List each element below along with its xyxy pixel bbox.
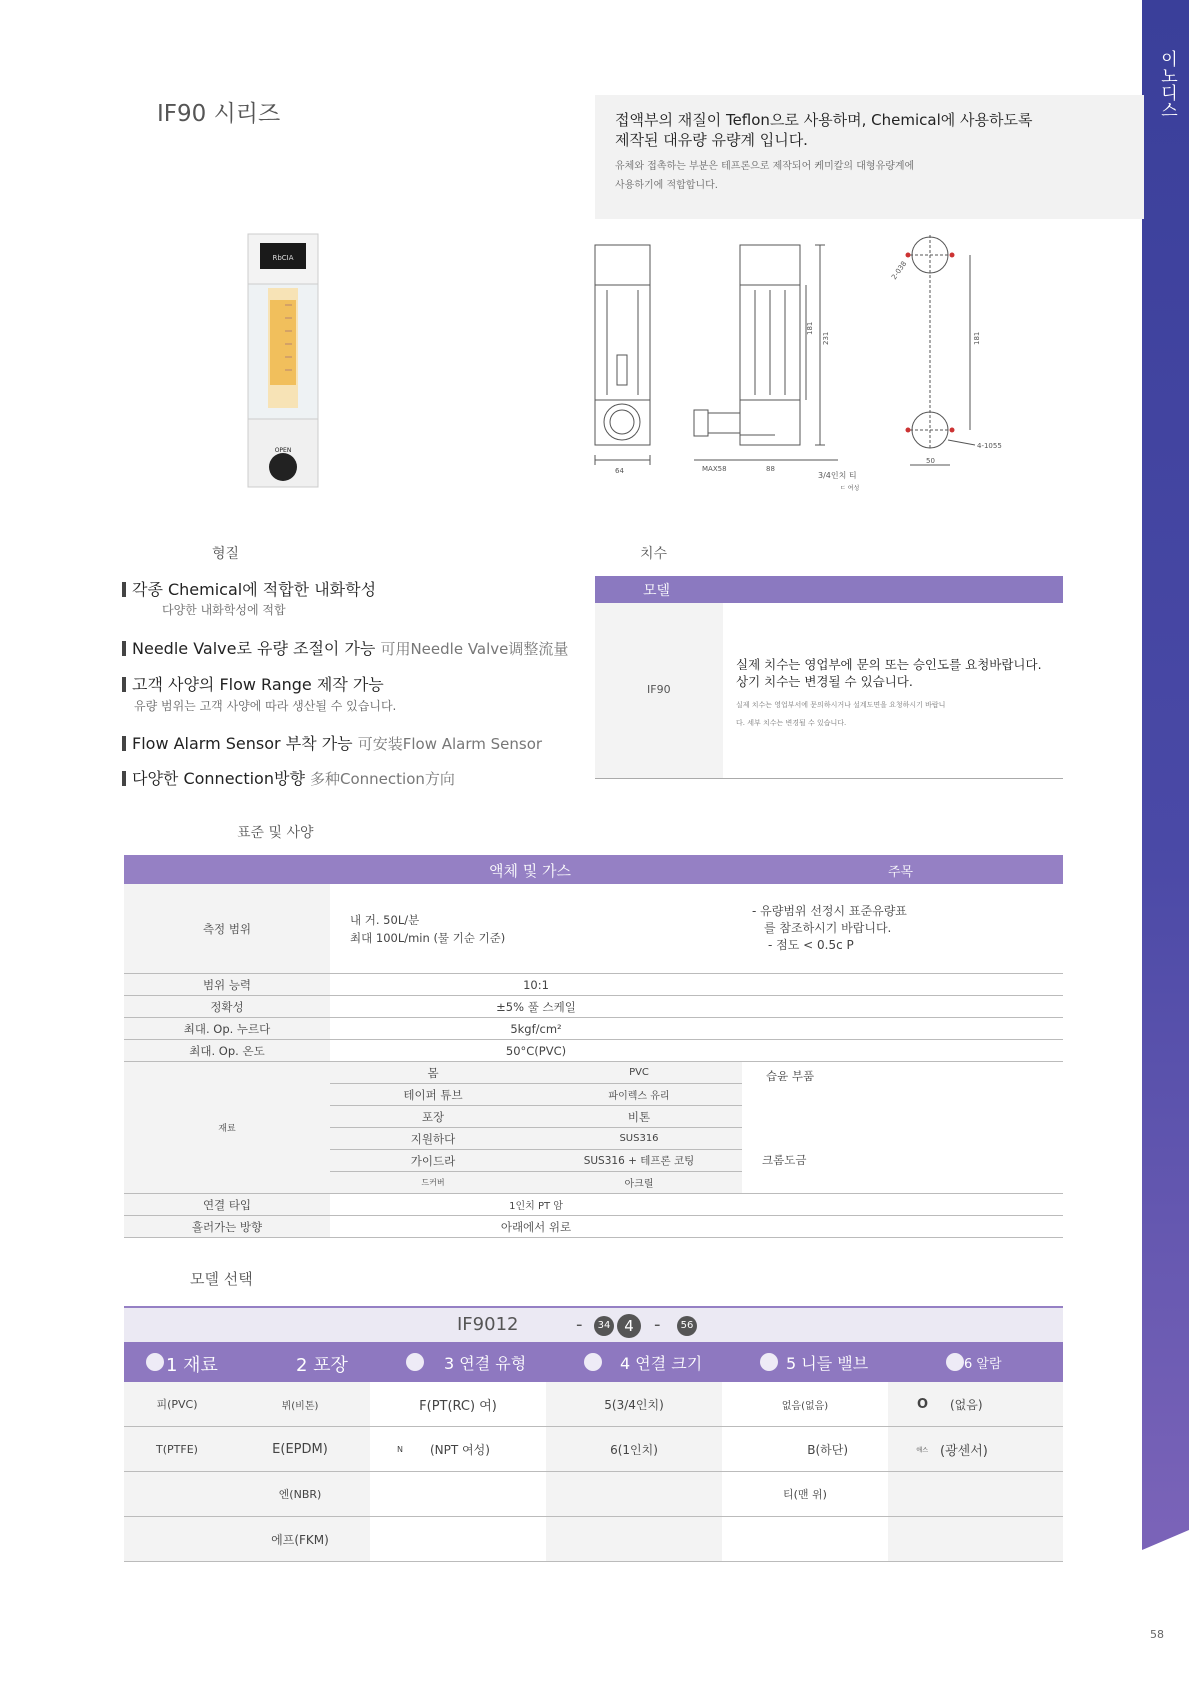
dim-88: 88 xyxy=(766,465,775,473)
feature-3-sub: 유량 범위는 고객 사양에 따라 생산될 수 있습니다. xyxy=(134,699,397,713)
model-code-4: 4 xyxy=(617,1314,641,1338)
selection-header-3: 3 연결 유형 xyxy=(444,1354,527,1373)
model-code-dash1: - xyxy=(576,1314,583,1335)
dimensions-note-small-line2: 다. 세부 치수는 변경될 수 있습니다. xyxy=(736,719,847,727)
spec-row-value: 50°C(PVC) xyxy=(330,1040,742,1062)
spec-chrome-plating: 크롬도금 xyxy=(742,1128,1063,1194)
feature-1 xyxy=(122,577,376,600)
feature-3 xyxy=(122,672,384,695)
selection-header-5: 5 니들 밸브 xyxy=(786,1354,869,1373)
feature-2-text: Needle Valve로 유량 조절이 가능 xyxy=(132,639,376,658)
selection-cell xyxy=(124,1472,230,1517)
spec-header-fluid: 액체 및 가스 xyxy=(489,862,571,880)
selection-header-1: 1 재료 xyxy=(166,1355,218,1376)
feature-5 xyxy=(122,766,455,789)
material-value: SUS316 + 테프론 코팅 xyxy=(536,1150,742,1172)
spec-row-label: 최대. Op. 누르다 xyxy=(124,1018,330,1040)
selection-cell xyxy=(888,1472,1063,1517)
spec-row xyxy=(124,1018,1063,1040)
model-code-bar xyxy=(124,1306,1063,1344)
model-code-34: 34 xyxy=(594,1316,614,1336)
model-code-dash2: - xyxy=(654,1314,661,1335)
product-brand-label: RbCIA xyxy=(272,254,294,262)
spec-row-value: ±5% 풀 스케일 xyxy=(330,996,742,1018)
selection-cell: 에프(FKM) xyxy=(230,1517,370,1562)
feature-1-sub: 다양한 내화학성에 적합 xyxy=(162,603,286,617)
material-value: SUS316 xyxy=(536,1128,742,1150)
side-tab-label: 이노디스 xyxy=(1157,50,1177,118)
spec-range-value-line1: 내 거. 50L/분 xyxy=(350,912,420,927)
pipe-note2: ㄷ 여성 xyxy=(840,485,860,492)
material-value: 비톤 xyxy=(536,1106,742,1128)
spec-material-label: 재료 xyxy=(124,1062,330,1194)
spec-range-note-line2: 를 참조하시기 바랍니다. xyxy=(764,921,892,935)
selection-cell: (없음) xyxy=(928,1382,1063,1427)
spec-flow-label: 흘러가는 방향 xyxy=(124,1216,330,1238)
spec-range-value xyxy=(330,884,742,974)
header-dot xyxy=(760,1353,778,1371)
material-part: 테이퍼 튜브 xyxy=(330,1084,536,1106)
feature-bullet xyxy=(122,582,126,597)
dim-231: 231 xyxy=(822,331,830,345)
spec-row-range xyxy=(124,884,1063,974)
dim-4-1055: 4-1055 xyxy=(977,442,1002,450)
spec-table xyxy=(124,884,1063,1238)
spec-row xyxy=(124,1040,1063,1062)
feature-1-text: 각종 Chemical에 적합한 내화학성 xyxy=(132,580,377,599)
selection-header-2: 2 포장 xyxy=(296,1355,348,1376)
selection-cell: O xyxy=(888,1382,928,1427)
selection-cell: T(PTFE) xyxy=(124,1427,230,1472)
selection-cell: 6(1인치) xyxy=(546,1427,722,1472)
product-knob-label: OPEN xyxy=(274,447,292,454)
selection-cell xyxy=(888,1517,1063,1562)
spec-row-label: 최대. Op. 온도 xyxy=(124,1040,330,1062)
intro-body xyxy=(615,157,914,195)
dimensions-note-small-line1: 실제 치수는 영업부서에 문의하시거나 설계도면을 요청하시기 바랍니 xyxy=(736,701,946,709)
dimensions-model-cell xyxy=(595,603,723,779)
spec-row-value: 10:1 xyxy=(330,974,742,996)
material-part: 가이드라 xyxy=(330,1150,536,1172)
selection-cell xyxy=(546,1517,722,1562)
feature-4 xyxy=(122,731,542,754)
header-dot xyxy=(406,1353,424,1371)
selection-row xyxy=(124,1517,1063,1562)
header-dot xyxy=(146,1353,164,1371)
feature-2-cn: 可用Needle Valve调整流量 xyxy=(380,640,569,658)
spec-range-note-line1: - 유량범위 선정시 표준유량표 xyxy=(752,904,907,918)
spec-table-header xyxy=(124,855,1063,884)
page-title: IF90 시리즈 xyxy=(157,101,281,127)
feature-2 xyxy=(122,636,568,659)
intro-box xyxy=(595,95,1144,219)
selection-cell xyxy=(722,1517,888,1562)
selection-cell: 뷔(비톤) xyxy=(230,1382,370,1427)
spec-range-note-line3: - 점도 < 0.5c xyxy=(768,938,843,952)
material-part: 지원하다 xyxy=(330,1128,536,1150)
material-value: 아크릴 xyxy=(536,1172,742,1194)
dimensions-note xyxy=(736,656,1042,690)
feature-bullet xyxy=(122,771,126,786)
spec-row-label: 정확성 xyxy=(124,996,330,1018)
intro-body-line1: 유체와 접촉하는 부분은 테프론으로 제작되어 케미칼의 대형유량계에 xyxy=(615,161,915,172)
feature-4-text: Flow Alarm Sensor 부착 가능 xyxy=(132,734,353,753)
header-dot xyxy=(946,1353,964,1371)
spec-range-label: 측정 범위 xyxy=(124,884,330,974)
feature-bullet xyxy=(122,641,126,656)
spec-header-note: 주목 xyxy=(888,865,914,880)
model-section-title: 모델 선택 xyxy=(190,1270,253,1288)
pipe-note: 3/4인치 티 xyxy=(818,471,857,480)
selection-cell: (NPT 여성) xyxy=(430,1427,546,1472)
selection-cell: (광센서) xyxy=(928,1427,1063,1472)
selection-cell: 엔(NBR) xyxy=(230,1472,370,1517)
dimensions-model: IF90 xyxy=(647,683,671,696)
dimensions-note-line2: 상기 치수는 변경될 수 있습니다. xyxy=(736,674,913,689)
side-tab xyxy=(1142,0,1189,1530)
dim-64: 64 xyxy=(615,467,624,475)
feature-3-text: 고객 사양의 Flow Range 제작 가능 xyxy=(132,675,384,694)
dim-181-front: 181 xyxy=(806,321,814,335)
model-code-prefix: IF9012 xyxy=(457,1314,519,1335)
selection-cell xyxy=(370,1472,546,1517)
feature-5-text: 다양한 Connection방향 xyxy=(132,769,305,788)
selection-header-6: 6 알람 xyxy=(964,1357,1002,1372)
features-section-title: 형질 xyxy=(212,546,240,562)
material-value: PVC xyxy=(536,1062,742,1084)
selection-cell xyxy=(124,1517,230,1562)
spec-connection-label: 연결 타입 xyxy=(124,1194,330,1216)
side-tab-tip xyxy=(1142,1530,1189,1550)
dimension-drawing xyxy=(590,235,1010,495)
spec-range-note xyxy=(742,884,1063,974)
spec-row-value: 5kgf/cm² xyxy=(330,1018,742,1040)
dim-max58: MAX58 xyxy=(702,465,727,473)
header-dot xyxy=(584,1353,602,1371)
selection-cell: 애스 xyxy=(888,1427,928,1472)
feature-bullet xyxy=(122,677,126,692)
selection-row xyxy=(124,1427,1063,1472)
material-part: 드커버 xyxy=(330,1172,536,1194)
spec-material-row xyxy=(124,1062,1063,1084)
page-number: 58 xyxy=(1150,1628,1164,1641)
selection-table xyxy=(124,1382,1063,1562)
feature-4-cn: 可安装Flow Alarm Sensor xyxy=(357,735,543,753)
selection-header-4: 4 연결 크기 xyxy=(620,1354,703,1373)
spec-range-value-line2: 최대 100L/min (물 기순 기준) xyxy=(350,930,506,945)
dimensions-table-header xyxy=(595,576,1063,603)
dimensions-note-small xyxy=(736,696,945,732)
intro-body-line2: 사용하기에 적합합니다. xyxy=(615,180,718,191)
spec-flow-value: 아래에서 위로 xyxy=(330,1216,742,1238)
spec-row-connection xyxy=(124,1194,1063,1216)
intro-heading-line1: 접액부의 재질이 Teflon으로 사용하며, Chemical에 사용하도록 xyxy=(615,111,1033,129)
spec-section-title: 표준 및 사양 xyxy=(237,825,314,841)
dimensions-header-label: 모델 xyxy=(643,583,671,599)
selection-cell: 피(PVC) xyxy=(124,1382,230,1427)
dimensions-table-body xyxy=(595,603,1063,778)
intro-heading-line2: 제작된 대유량 유량계 입니다. xyxy=(615,131,808,149)
selection-cell: 5(3/4인치) xyxy=(546,1382,722,1427)
selection-header xyxy=(124,1342,1063,1382)
selection-cell: 티(맨 위) xyxy=(722,1472,888,1517)
feature-bullet xyxy=(122,736,126,751)
model-code-56: 56 xyxy=(677,1316,697,1336)
spec-range-note-unit: P xyxy=(846,938,854,952)
spec-row xyxy=(124,974,1063,996)
spec-connection-value: 1인치 PT 암 xyxy=(330,1194,742,1216)
selection-cell: F(PT(RC) 여) xyxy=(370,1382,546,1427)
feature-5-cn: 多种Connection方向 xyxy=(310,770,455,788)
selection-row xyxy=(124,1472,1063,1517)
spec-row xyxy=(124,996,1063,1018)
dimensions-section-title: 치수 xyxy=(640,546,668,562)
dimensions-note-cell xyxy=(723,603,1063,779)
dim-181-side: 181 xyxy=(973,331,981,345)
intro-heading xyxy=(615,110,1033,150)
dimensions-note-line1: 실제 치수는 영업부에 문의 또는 승인도를 요청바랍니다. xyxy=(736,657,1042,672)
material-part: 몸 xyxy=(330,1062,536,1084)
spec-row-label: 범위 능력 xyxy=(124,974,330,996)
selection-cell: N xyxy=(370,1427,430,1472)
selection-cell: B(하단) xyxy=(722,1427,888,1472)
dim-50: 50 xyxy=(926,457,935,465)
spec-row-flow xyxy=(124,1216,1063,1238)
selection-row xyxy=(124,1382,1063,1427)
selection-cell: 없음(없음) xyxy=(722,1382,888,1427)
dim-2-038: 2-038 xyxy=(890,259,909,282)
selection-cell xyxy=(546,1472,722,1517)
material-part: 포장 xyxy=(330,1106,536,1128)
selection-cell: E(EPDM) xyxy=(230,1427,370,1472)
flowmeter-product-image xyxy=(240,230,330,492)
selection-cell xyxy=(370,1517,546,1562)
spec-wetted-parts: 습윤 부품 xyxy=(766,1069,815,1083)
material-value: 파이렉스 유리 xyxy=(536,1084,742,1106)
